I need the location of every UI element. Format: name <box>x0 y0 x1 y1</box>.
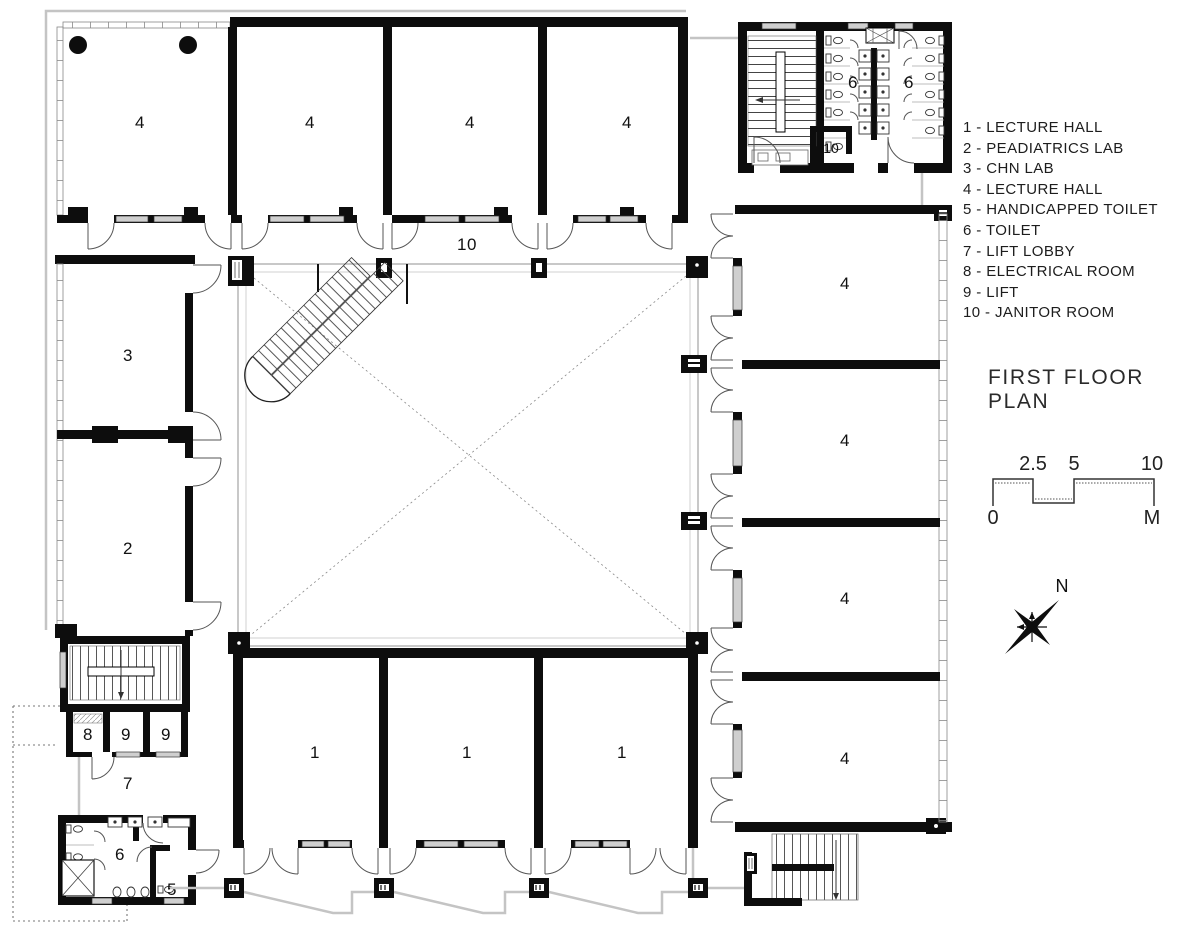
scale-origin: 0 <box>987 507 999 529</box>
west-wall-segments <box>733 258 742 778</box>
room-label-lecture-hall-4: 4 <box>305 113 315 132</box>
room-label-chn-lab: 3 <box>123 346 133 365</box>
north-arrow <box>1005 576 1069 654</box>
atrium <box>228 243 708 654</box>
south-toilet-block <box>58 815 219 905</box>
room-label-lecture-hall-4: 4 <box>840 431 850 450</box>
curtain-wall-left <box>57 27 63 215</box>
room-label-lecture-hall-1: 1 <box>310 743 320 762</box>
plan-title: FIRST FLOOR PLAN <box>988 366 1145 413</box>
column-dot <box>179 36 197 54</box>
legend-item: 3 - CHN LAB <box>963 160 1055 178</box>
column-dot <box>69 36 87 54</box>
room-label-pediatrics-lab: 2 <box>123 539 133 558</box>
legend-item: 4 - LECTURE HALL <box>963 180 1103 198</box>
legend-item: 2 - PEADIATRICS LAB <box>963 139 1124 157</box>
legend-item: 1 - LECTURE HALL <box>963 119 1103 136</box>
scale-tick-2-5: 2.5 <box>1019 453 1047 475</box>
legend-item: 7 - LIFT LOBBY <box>963 242 1076 260</box>
door-swings <box>711 214 733 822</box>
room-label-lecture-hall-4: 4 <box>622 113 632 132</box>
stairwell <box>70 646 180 700</box>
room-label-lecture-hall-4: 4 <box>840 749 850 768</box>
legend-item: 10 - JANITOR ROOM <box>963 304 1115 322</box>
curtain-wall-right <box>939 214 947 822</box>
legend-item: 6 - TOILET <box>963 221 1041 239</box>
south-lecture-wing <box>233 648 698 874</box>
room-label-lift: 9 <box>161 725 171 744</box>
legend-item: 5 - HANDICAPPED TOILET <box>963 201 1158 219</box>
room-label-toilet: 6 <box>904 73 914 92</box>
legend-item: 8 - ELECTRICAL ROOM <box>963 263 1136 281</box>
room-label-lift-lobby: 7 <box>123 774 133 793</box>
north-label: N <box>1055 576 1069 596</box>
windows <box>733 266 742 772</box>
lift-door <box>116 752 140 757</box>
room-label-toilet: 6 <box>848 73 858 92</box>
scale-bar <box>987 453 1163 529</box>
room-label-handicapped-toilet: 5 <box>167 880 177 899</box>
legend <box>963 118 1158 324</box>
room-label-janitor: 10 <box>823 140 839 156</box>
canopy-columns <box>224 878 708 898</box>
door-swings <box>244 848 686 874</box>
room-label-lecture-hall-4: 4 <box>840 274 850 293</box>
room-label-lecture-hall-4: 4 <box>840 589 850 608</box>
wall <box>230 17 680 27</box>
urinal-wall <box>859 28 894 140</box>
room-label-lecture-hall-1: 1 <box>462 743 472 762</box>
site-boundary-lines <box>13 11 922 921</box>
canopy-zigzag <box>170 878 744 913</box>
curtain-wall-top <box>63 22 230 28</box>
room-label-electrical: 8 <box>83 725 93 744</box>
electrical-hatch <box>74 714 102 723</box>
scale-unit: M <box>1143 507 1161 529</box>
scale-tick-10: 10 <box>1140 453 1164 475</box>
room-label-lecture-hall-4: 4 <box>465 113 475 132</box>
top-right-core <box>738 22 952 173</box>
stairwell <box>748 36 816 146</box>
top-lecture-wing <box>57 17 688 254</box>
left-wing <box>55 255 221 638</box>
room-label-toilet: 6 <box>115 845 125 864</box>
door-swings <box>88 223 672 249</box>
door-swings <box>193 265 221 630</box>
room-label-lecture-hall-4: 4 <box>135 113 145 132</box>
room-label-lecture-hall-1: 1 <box>617 743 627 762</box>
wall <box>678 17 688 223</box>
lift-door <box>156 752 180 757</box>
toilet-fixtures-left <box>824 36 858 151</box>
legend-item: 9 - LIFT <box>963 283 1019 301</box>
external-stair <box>744 834 858 906</box>
corridor-label: 10 <box>457 235 477 254</box>
right-lecture-wing <box>711 205 952 906</box>
scale-tick-5: 5 <box>1068 453 1080 475</box>
room-label-lift: 9 <box>121 725 131 744</box>
curtain-wall-left <box>57 264 63 636</box>
